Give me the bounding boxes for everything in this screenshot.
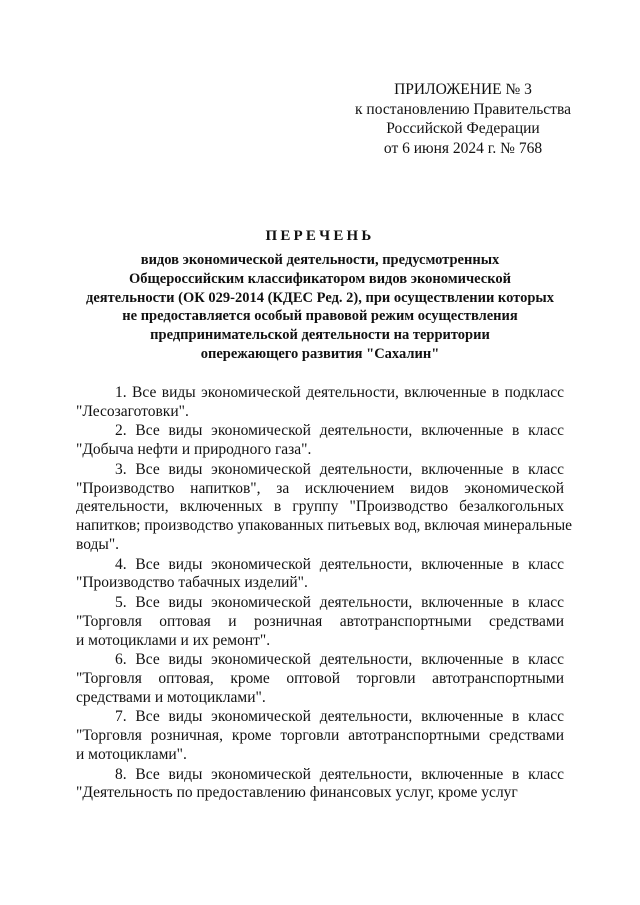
list-item-line: 2. Все виды экономической деятельности, включенные в класс <box>115 422 564 440</box>
list-item-line: 4. Все виды экономической деятельности, включенные в класс <box>115 555 564 573</box>
list-item-line: деятельности, включенных в группу "Производство безалкогольных <box>76 498 564 516</box>
list-item-line: "Торговля розничная, кроме торговли автотранспортными средствами <box>76 727 564 745</box>
list-item-line: напитков; производство упакованных питьевых вод, включая минеральные <box>76 517 572 535</box>
list-item-line: "Деятельность по предоставлению финансовых услуг, кроме услуг <box>76 784 518 802</box>
list-item-line: 3. Все виды экономической деятельности, включенные в класс <box>115 460 564 478</box>
list-item-line: "Торговля оптовая и розничная автотранспортными средствами <box>76 612 564 630</box>
list-item <box>76 766 564 804</box>
subtitle-line: опережающего развития "Сахалин" <box>200 345 440 362</box>
subtitle-line: предпринимательской деятельности на территории <box>150 327 490 344</box>
list-item-line: 6. Все виды экономической деятельности, включенные в класс <box>115 651 564 669</box>
list-item <box>76 556 564 594</box>
list-item <box>76 651 564 707</box>
subtitle-line: не предоставляется особый правовой режим осуществления <box>122 308 518 325</box>
subtitle-line: Общероссийским классификатором видов экономической <box>129 270 511 287</box>
appendix-resolution-ref: к постановлению Правительства <box>355 100 571 118</box>
list-item-line: воды". <box>76 535 120 553</box>
appendix-government: Российской Федерации <box>386 120 540 137</box>
list-item-line: "Торговля оптовая, кроме оптовой торговли автотранспортными <box>76 669 564 687</box>
list-item-line: 5. Все виды экономической деятельности, включенные в класс <box>115 593 564 611</box>
list-item-line: "Производство напитков", за исключением видов экономической <box>76 479 564 497</box>
document-title: ПЕРЕЧЕНЬ <box>265 228 375 244</box>
list-item-line: "Добыча нефти и природного газа". <box>76 441 312 459</box>
list-item <box>76 460 572 555</box>
appendix-date: от 6 июня 2024 г. № 768 <box>383 139 543 157</box>
document-subtitle <box>60 251 580 364</box>
list-item-line: "Лесозаготовки". <box>76 402 189 420</box>
list-item <box>76 422 564 460</box>
list-item-line: 1. Все виды экономической деятельности, включенные в подкласс <box>115 384 564 401</box>
list-item <box>76 384 564 422</box>
list-item-line: 7. Все виды экономической деятельности, включенные в класс <box>115 708 564 726</box>
subtitle-line: видов экономической деятельности, предусмотренных <box>140 252 500 268</box>
list-item-line: средствами и мотоциклами". <box>76 688 266 706</box>
appendix-number: ПРИЛОЖЕНИЕ № 3 <box>394 81 532 98</box>
list-item-line: и мотоциклами". <box>76 745 187 763</box>
activity-list <box>76 384 572 804</box>
list-item-line: 8. Все виды экономической деятельности, включенные в класс <box>115 765 564 783</box>
list-item-line: "Производство табачных изделий". <box>76 574 308 592</box>
list-item <box>76 594 564 650</box>
subtitle-line: деятельности (ОК 029-2014 (КДЕС Ред. 2), при осуществлении которых <box>86 289 554 306</box>
list-item <box>76 708 564 764</box>
list-item-line: и мотоциклами и их ремонт". <box>76 631 271 649</box>
appendix-header <box>348 80 578 158</box>
